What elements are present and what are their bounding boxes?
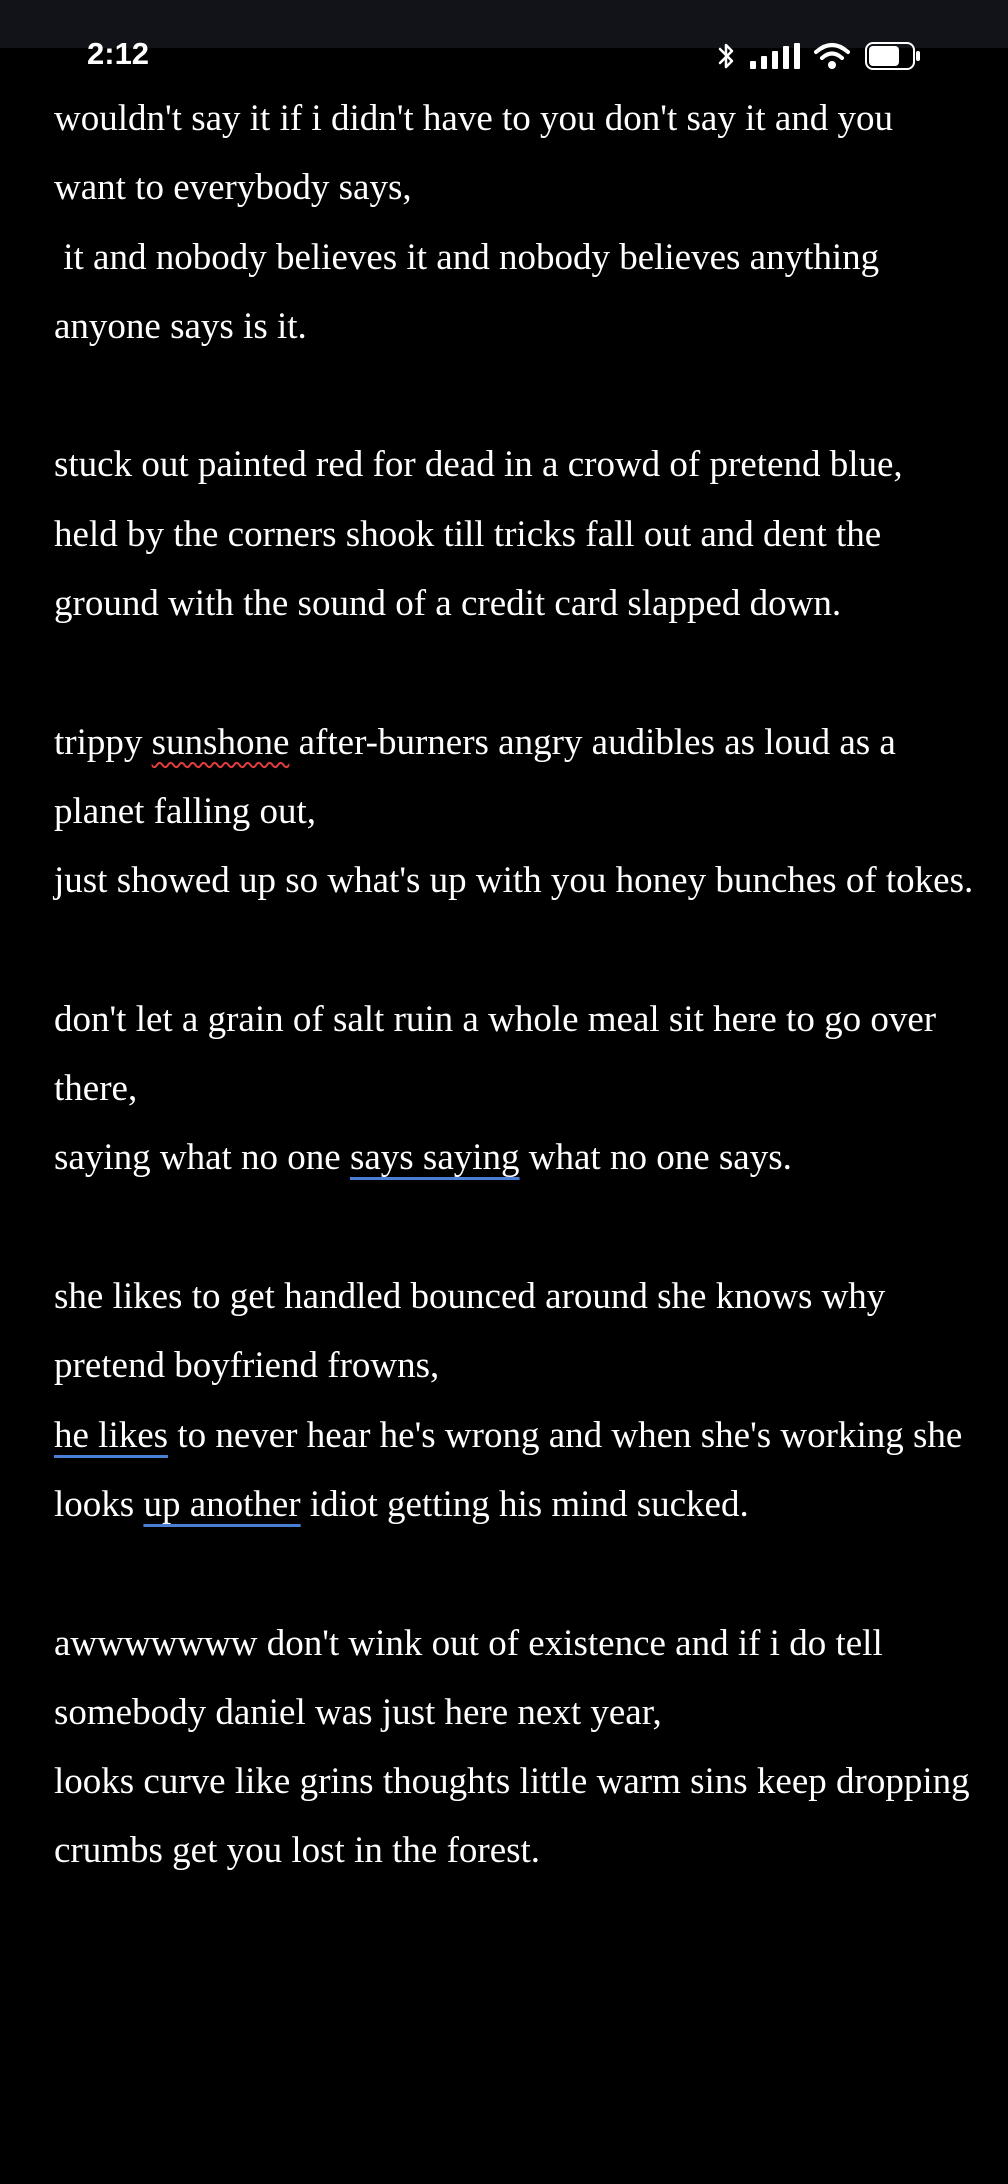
battery-icon [864, 41, 922, 71]
text-segment: stuck out painted red for dead in a crowd of pretend blue, [54, 444, 903, 486]
text-line [54, 985, 974, 1124]
text-segment: it and nobody believes it and nobody believes anything anyone says is it. [54, 236, 889, 347]
text-line [54, 1747, 979, 1886]
text-segment: saying what no one [54, 1137, 350, 1179]
text-segment: held by the corners shook till tricks fall out and dent the ground with the sound of a credit card slapped down. [54, 513, 891, 625]
text-line [54, 1609, 974, 1748]
text-segment: to never hear he's wrong and when she's working she looks [54, 1414, 972, 1525]
text-line [54, 430, 974, 499]
text-segment: after-burners angry audibles as loud as a planet falling out, [54, 721, 906, 832]
grammar-suggestion[interactable]: he likes [54, 1414, 169, 1456]
stanza [54, 84, 974, 361]
text-line [54, 1123, 974, 1192]
stanza [54, 985, 974, 1193]
text-line [54, 1401, 974, 1540]
text-line [54, 1262, 974, 1401]
status-time: 2:12 [87, 36, 150, 71]
grammar-suggestion[interactable]: up another [143, 1483, 301, 1525]
text-line [54, 846, 974, 915]
text-line [54, 708, 974, 847]
text-editor[interactable] [54, 84, 979, 1955]
grammar-suggestion[interactable]: says saying [349, 1137, 520, 1179]
text-segment: wouldn't say it if i didn't have to you don't say it and you want to everybody says, [54, 98, 903, 209]
stanza [54, 1262, 974, 1539]
stanza [54, 1609, 979, 1886]
bluetooth-icon [718, 41, 736, 71]
text-line [54, 500, 974, 639]
wifi-icon [814, 42, 850, 70]
status-icons [718, 40, 922, 72]
text-segment: just showed up so what's up with you honey bunches of tokes. [54, 860, 974, 902]
stanza [54, 708, 974, 916]
text-line [54, 223, 974, 362]
spelling-error-word[interactable]: sunshone [151, 721, 290, 763]
text-line [54, 84, 974, 223]
text-segment: idiot getting his mind sucked. [300, 1483, 749, 1525]
signal-icon [750, 43, 800, 69]
stanza [54, 430, 974, 638]
text-segment: looks curve like grins thoughts little warm sins keep dropping crumbs get you lost in the forest. [54, 1761, 979, 1872]
text-segment: awwwwwww don't wink out of existence and if i do tell somebody daniel was just here next year, [54, 1622, 892, 1733]
text-segment: don't let a grain of salt ruin a whole meal sit here to go over there, [54, 998, 946, 1110]
text-segment: she likes to get handled bounced around she knows why pretend boyfriend frowns, [54, 1276, 895, 1387]
text-segment: trippy [54, 721, 152, 763]
text-segment: what no one says. [519, 1137, 792, 1179]
